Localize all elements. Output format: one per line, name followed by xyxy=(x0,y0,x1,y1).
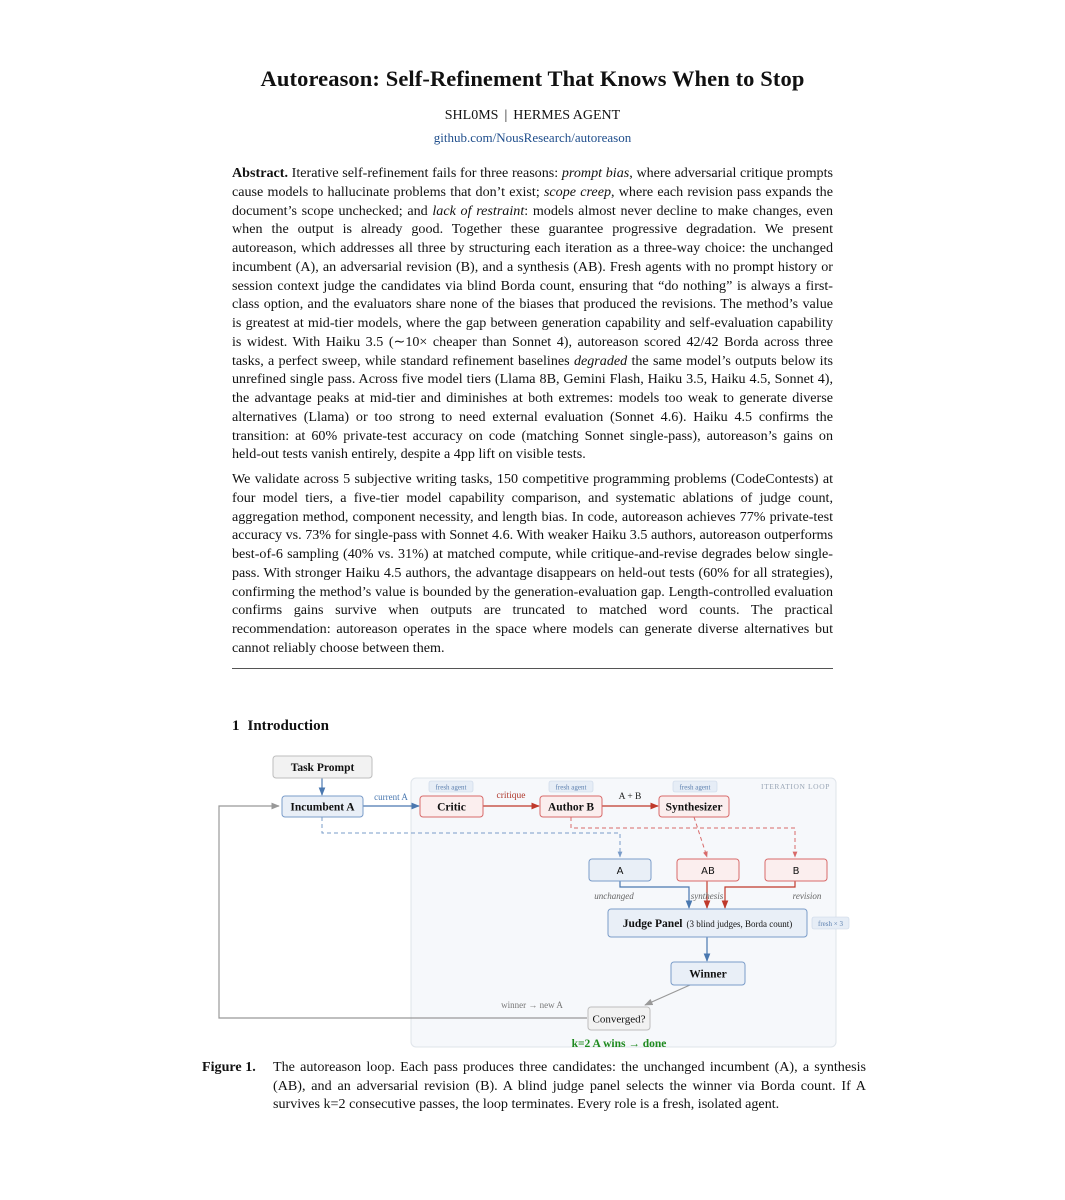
edge-label-synthesis: synthesis xyxy=(690,891,724,901)
abstract-text: , where adversarial critique prompts cause models to hallucinate problems that don’t exist; xyxy=(232,165,833,200)
node-candidate-b xyxy=(765,859,827,881)
svg-text:fresh agent: fresh agent xyxy=(679,783,711,792)
svg-text:Incumbent A: Incumbent A xyxy=(290,801,355,814)
abstract-emphasis: scope creep xyxy=(543,183,611,200)
author-2: HERMES AGENT xyxy=(513,108,621,123)
paper-title: Autoreason: Self-Refinement That Knows When to Stop xyxy=(260,66,805,91)
iteration-loop-label: ITERATION LOOP xyxy=(760,782,830,791)
svg-text:Task Prompt: Task Prompt xyxy=(290,762,355,774)
summary-paragraph: We validate across 5 subjective writing tasks, 150 competitive programming problems (CodeContests) at four model tiers, a five-tier model capability comparison, and systematic ablations of judge count, aggregation method, component necessity, and length bias. In code, autoreason achieves 77% private-test accuracy vs. 73% for single-pass with Sonnet 4.6. With weaker Haiku 3.5 authors, autoreason outperforms best-of-6 sampling (40% vs. 31%) at matched compute, while critique-and-revise degrades below single-pass. With stronger Haiku 4.5 authors, the advantage disappears on held-out tests (60% for all strategies), confirming the method’s value is bounded by the generation-evaluation gap. Length-controlled evaluation confirms gains survive when outputs are truncated to matched word counts. The practical recommendation: autoreason operates in the space where models can generate diverse alternatives but cannot reliably choose between them. xyxy=(232,471,833,656)
fresh-agent-tag-critic xyxy=(429,781,473,792)
svg-text:fresh × 3: fresh × 3 xyxy=(818,920,843,928)
svg-text:fresh agent: fresh agent xyxy=(435,783,467,792)
svg-text:Converged?: Converged? xyxy=(592,1013,646,1026)
edge-label-a-plus-b: A + B xyxy=(618,792,642,802)
edge-label-unchanged: unchanged xyxy=(594,891,634,901)
fresh-agent-tag-synthesizer xyxy=(673,781,717,792)
judge-panel-title: Judge Panel xyxy=(622,918,683,930)
node-candidate-ab xyxy=(677,859,739,881)
edge-label-revision: revision xyxy=(792,891,822,901)
edge-label-critique: critique xyxy=(496,791,526,801)
svg-text:Synthesizer: Synthesizer xyxy=(665,801,723,814)
node-converged xyxy=(588,1007,650,1030)
svg-text:B: B xyxy=(792,866,800,877)
edge-label-current-a: current A xyxy=(374,792,408,802)
edge-label-winner-new-a: winner → new A xyxy=(501,1000,563,1010)
svg-text:fresh agent: fresh agent xyxy=(555,783,587,792)
fresh-agent-tag-author xyxy=(549,781,593,792)
node-critic xyxy=(420,796,483,817)
svg-text:Author B: Author B xyxy=(547,801,595,814)
judge-panel-subtitle: (3 blind judges, Borda count) xyxy=(686,919,793,929)
repo-link[interactable]: github.com/NousResearch/autoreason xyxy=(433,130,632,145)
author-1: SHL0MS xyxy=(444,108,499,123)
svg-text:AB: AB xyxy=(701,866,715,877)
svg-text:Judge Panel(3 blind judges, Bo xyxy=(623,918,792,930)
abstract-text: , where each revision pass expands the document’s scope unchecked; and xyxy=(232,183,833,219)
section-title: Introduction xyxy=(247,718,329,734)
author-separator: | xyxy=(504,108,508,123)
figure-caption xyxy=(202,1058,866,1114)
abstract-text: Iterative self-refinement fails for three reasons: xyxy=(287,165,562,181)
svg-text:Winner: Winner xyxy=(689,968,727,981)
abstract-emphasis: lack of restraint xyxy=(432,202,525,219)
node-incumbent-a xyxy=(282,796,363,817)
svg-text:A: A xyxy=(616,866,624,877)
caption-label: Figure 1. xyxy=(202,1059,256,1075)
node-candidate-a xyxy=(589,859,651,881)
done-label: k=2 A wins → done xyxy=(571,1038,667,1050)
node-winner xyxy=(671,962,745,985)
abstract-emphasis: prompt bias xyxy=(561,165,630,181)
section-number: 1 xyxy=(232,718,240,734)
svg-text:Critic: Critic xyxy=(437,801,466,814)
node-author-b xyxy=(540,796,602,817)
caption-text: The autoreason loop. Each pass produces three candidates: the unchanged incumbent (A), a synthesis (AB), and an adversarial revision (B). A blind judge panel selects the winner via Borda count. If A survives k=2 consecutive passes, the loop terminates. Every role is a fresh, isolated agent. xyxy=(273,1059,866,1113)
abstract-text: the same model’s outputs below its unrefined single pass. Across five model tiers (Llama 8B, Gemini Flash, Haiku 3.5, Haiku 4.5, Sonnet 4), the advantage peaks at mid-tier and diminishes at both extremes: models too weak to generate diverse alternatives (Llama) or too strong to need external evaluation (Sonnet 4.6). Haiku 4.5 confirms the transition: at 60% private-test accuracy on code (matching Sonnet single-pass), autoreason’s gains on held-out tests vanish entirely, despite a 4pp lift on visible tests. xyxy=(232,352,833,463)
fresh-x3-tag xyxy=(812,917,849,929)
node-synthesizer xyxy=(659,796,729,817)
node-judge-panel xyxy=(608,909,807,937)
abstract-emphasis: degraded xyxy=(573,352,628,369)
abstract-text: : models almost never decline to make changes, even when the output is already good. Together these guarantee progressive degradation. We present autoreason, which addresses all three by structuring each iteration as a three-way choice: the unchanged incumbent (A), an adversarial revision (B), and a synthesis (AB). Fresh agents with no prompt history or session context judge the candidates via blind Borda count, ensuring that “do nothing” is always a first-class option, and the evaluators share none of the biases that produced the revisions. The method’s value is greatest at mid-tier models, where the gap between generation capability and self-evaluation capability is widest. With Haiku 3.5 (∼10× cheaper than Sonnet 4), autoreason scored 42/42 Borda across three tasks, a perfect sweep, while standard refinement baselines xyxy=(232,202,833,369)
node-task-prompt xyxy=(273,756,372,778)
abstract-label: Abstract. xyxy=(232,165,288,181)
